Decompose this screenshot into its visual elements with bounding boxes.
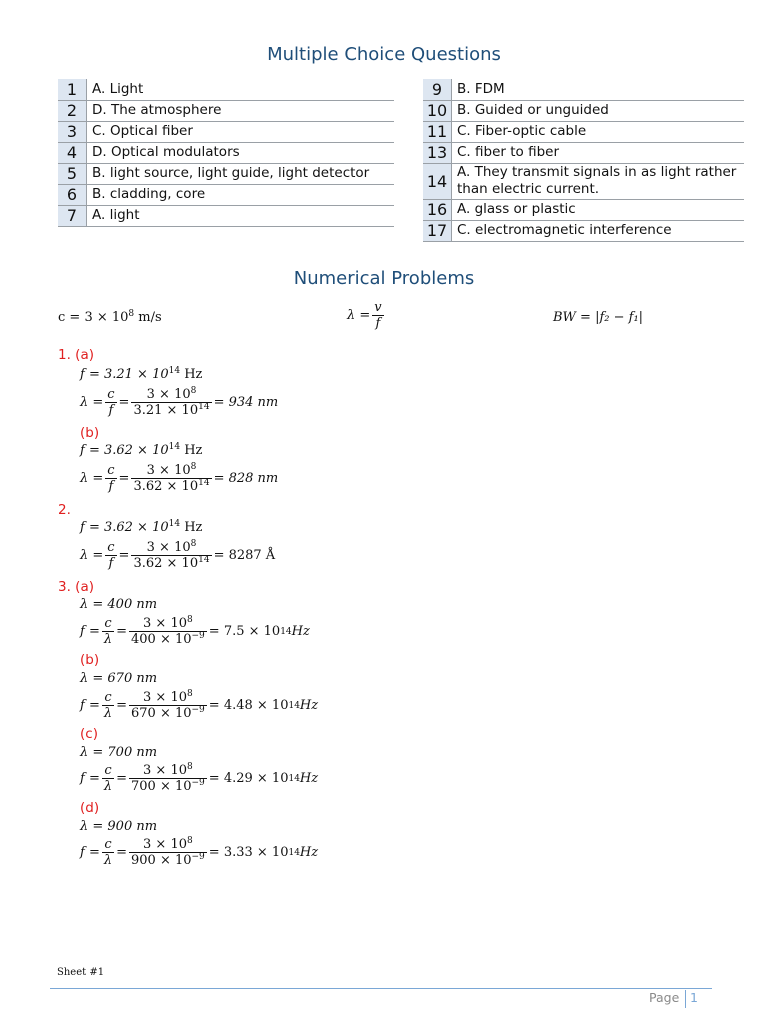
question-number: 6 (58, 184, 87, 205)
problem-2-equation: λ = $\frac{c}{f}$ = $\frac{3 \times 10^8}{3.62 \times 10^{14}}$ = 8287 Å (80, 539, 276, 571)
problem-1a-given: $f = 3.21 \times 10^{14}$ Hz (80, 366, 203, 382)
problem-3b-given: λ = 670 nm (80, 671, 158, 686)
question-number: 7 (58, 205, 87, 226)
problem-3c-equation: f = $\frac{c}{\lambda}$ = $\frac{3 \times 10^8}{700 \times 10^{-9}}$ = 4.29 × 10 14 Hz (80, 762, 319, 794)
question-number: 10 (423, 100, 452, 121)
question-number: 16 (423, 199, 452, 220)
mcq-row (423, 79, 744, 100)
answer-text: A. They transmit signals in as light rather than electric current. (452, 163, 745, 199)
speed-of-light-formula: $c = 3 \times 10^8$ m/s (58, 309, 162, 325)
answer-text: D. Optical modulators (87, 142, 395, 163)
answer-text: B. FDM (452, 79, 745, 100)
answer-text: B. light source, light guide, light detector (87, 163, 395, 184)
question-number: 4 (58, 142, 87, 163)
mcq-row (58, 184, 394, 205)
mcq-title: Multiple Choice Questions (267, 44, 501, 65)
problem-1b-label: (b) (80, 425, 100, 441)
answer-text: C. Optical fiber (87, 121, 395, 142)
question-number: 5 (58, 163, 87, 184)
problem-3c-label: (c) (80, 726, 98, 742)
mcq-table-left (58, 79, 394, 227)
answer-text: B. Guided or unguided (452, 100, 745, 121)
mcq-row (58, 121, 394, 142)
answer-text: A. light (87, 205, 395, 226)
problem-1a-label: 1. (a) (58, 347, 94, 363)
mcq-row (58, 163, 394, 184)
mcq-row (423, 220, 744, 241)
wavelength-formula: λ = $\frac{v}{f}$ (347, 300, 382, 331)
question-number: 1 (58, 79, 87, 100)
answer-text: A. Light (87, 79, 395, 100)
mcq-row (58, 142, 394, 163)
answer-text: C. fiber to fiber (452, 142, 745, 163)
problem-3d-label: (d) (80, 800, 100, 816)
page-number: 1 (690, 990, 698, 1005)
answer-text: C. Fiber-optic cable (452, 121, 745, 142)
problem-2-label: 2. (58, 502, 71, 518)
footer-divider (50, 988, 712, 989)
mcq-row (58, 205, 394, 226)
question-number: 14 (423, 163, 452, 199)
mcq-row (423, 121, 744, 142)
answer-text: B. cladding, core (87, 184, 395, 205)
problem-3a-equation: f = $\frac{c}{\lambda}$ = $\frac{3 \times 10^8}{400 \times 10^{-9}}$ = 7.5 × 10 14 Hz (80, 615, 310, 647)
problem-3b-label: (b) (80, 652, 100, 668)
problem-3b-equation: f = $\frac{c}{\lambda}$ = $\frac{3 \times 10^8}{670 \times 10^{-9}}$ = 4.48 × 10 14 Hz (80, 689, 319, 721)
mcq-table-right (423, 79, 744, 242)
answer-text: C. electromagnetic interference (452, 220, 745, 241)
answer-text: D. The atmosphere (87, 100, 395, 121)
question-number: 9 (423, 79, 452, 100)
problem-3d-equation: f = $\frac{c}{\lambda}$ = $\frac{3 \times 10^8}{900 \times 10^{-9}}$ = 3.33 × 10 14 Hz (80, 836, 319, 868)
mcq-row (423, 199, 744, 220)
problem-3d-given: λ = 900 nm (80, 819, 158, 834)
page-label: Page (649, 990, 680, 1005)
question-number: 3 (58, 121, 87, 142)
problem-1b-given: $f = 3.62 \times 10^{14}$ Hz (80, 442, 203, 458)
page-separator (685, 990, 686, 1008)
mcq-row (423, 163, 744, 199)
mcq-row (423, 100, 744, 121)
problem-1a-equation: λ = $\frac{c}{f}$ = $\frac{3 \times 10^8}{3.21 \times 10^{14}}$ = 934 nm (80, 386, 279, 418)
question-number: 11 (423, 121, 452, 142)
mcq-row (58, 79, 394, 100)
problem-3a-label: 3. (a) (58, 579, 94, 595)
question-number: 17 (423, 220, 452, 241)
mcq-row (423, 142, 744, 163)
question-number: 2 (58, 100, 87, 121)
question-number: 13 (423, 142, 452, 163)
problem-3c-given: λ = 700 nm (80, 745, 158, 760)
problem-2-given: $f = 3.62 \times 10^{14}$ Hz (80, 519, 203, 535)
problem-3a-given: λ = 400 nm (80, 597, 158, 612)
numerical-title: Numerical Problems (293, 268, 475, 289)
mcq-row (58, 100, 394, 121)
answer-text: A. glass or plastic (452, 199, 745, 220)
problem-1b-equation: λ = $\frac{c}{f}$ = $\frac{3 \times 10^8}{3.62 \times 10^{14}}$ = 828 nm (80, 462, 279, 494)
sheet-label: Sheet #1 (57, 967, 105, 978)
bandwidth-formula: BW = |f₂ − f₁| (553, 310, 644, 325)
